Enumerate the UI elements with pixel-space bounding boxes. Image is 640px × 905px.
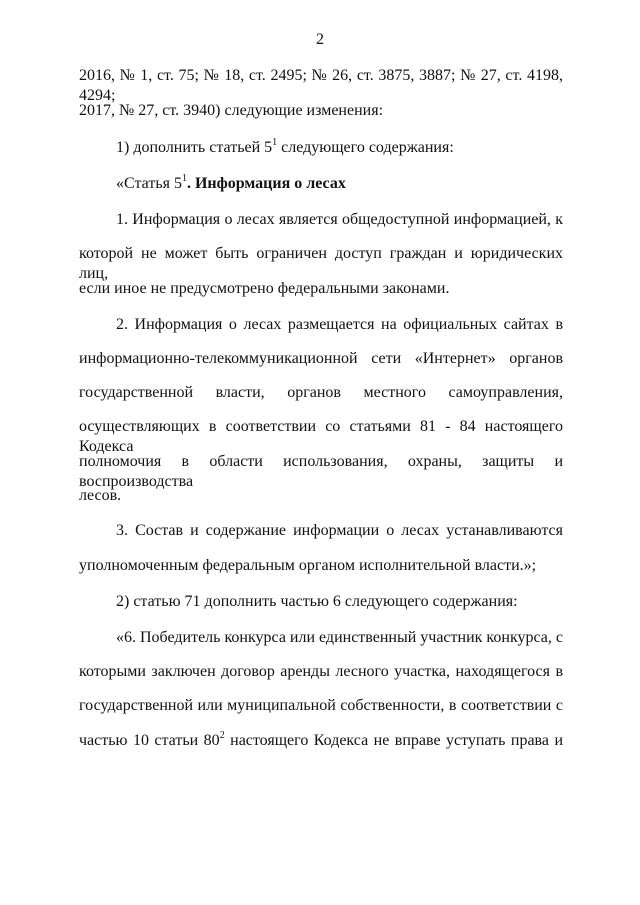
text-run: частью 10 статьи 80: [79, 732, 220, 749]
text-line: которой не может быть ограничен доступ граждан и юридических лиц,: [79, 245, 563, 282]
text-line: государственной или муниципальной собственности, в соответствии с: [79, 697, 563, 714]
text-line: 2. Информация о лесах размещается на официальных сайтах в: [116, 316, 563, 333]
text-line: уполномоченным федеральным органом исполнительной власти.»;: [79, 557, 537, 574]
text-line: 3. Состав и содержание информации о лесах устанавливаются: [116, 522, 563, 539]
text-line: осуществляющих в соответствии со статьями 81 - 84 настоящего Кодекса: [79, 418, 563, 455]
article-heading: [116, 174, 563, 194]
text-line: информационно-телекоммуникационной сети «Интернет» органов: [79, 350, 563, 367]
text-line: если иное не предусмотрено федеральными законами.: [79, 280, 450, 297]
text-line: [79, 731, 563, 751]
text-run: следующего содержания:: [277, 139, 454, 156]
text-line: 2017, № 27, ст. 3940) следующие изменения:: [79, 102, 384, 119]
text-run: 1) дополнить статьей 5: [116, 139, 273, 156]
superscript: 1: [272, 136, 278, 148]
text-run: «Статья 5: [116, 175, 182, 192]
text-line: полномочия в области использования, охраны, защиты и воспроизводства: [79, 453, 563, 490]
amendment-item-2: 2) статью 71 дополнить частью 6 следующего содержания:: [116, 593, 518, 610]
superscript: 1: [181, 172, 187, 184]
text-line: лесов.: [79, 487, 122, 504]
text-line: 1. Информация о лесах является общедоступной информацией, к: [116, 211, 563, 228]
text-line: государственной власти, органов местного самоуправления,: [79, 384, 563, 401]
text-line: которыми заключен договор аренды лесного участка, находящегося в: [79, 663, 563, 680]
superscript: 2: [219, 729, 225, 741]
text-line: «6. Победитель конкурса или единственный участник конкурса, с: [116, 629, 563, 646]
amendment-item-1: [116, 138, 563, 158]
text-run: настоящего Кодекса не вправе уступать права и: [224, 732, 564, 749]
page-number: 2: [316, 31, 324, 48]
article-title: . Информация о лесах: [186, 175, 346, 192]
text-line: 2016, № 1, ст. 75; № 18, ст. 2495; № 26, ст. 3875, 3887; № 27, ст. 4198, 4294;: [79, 67, 563, 104]
